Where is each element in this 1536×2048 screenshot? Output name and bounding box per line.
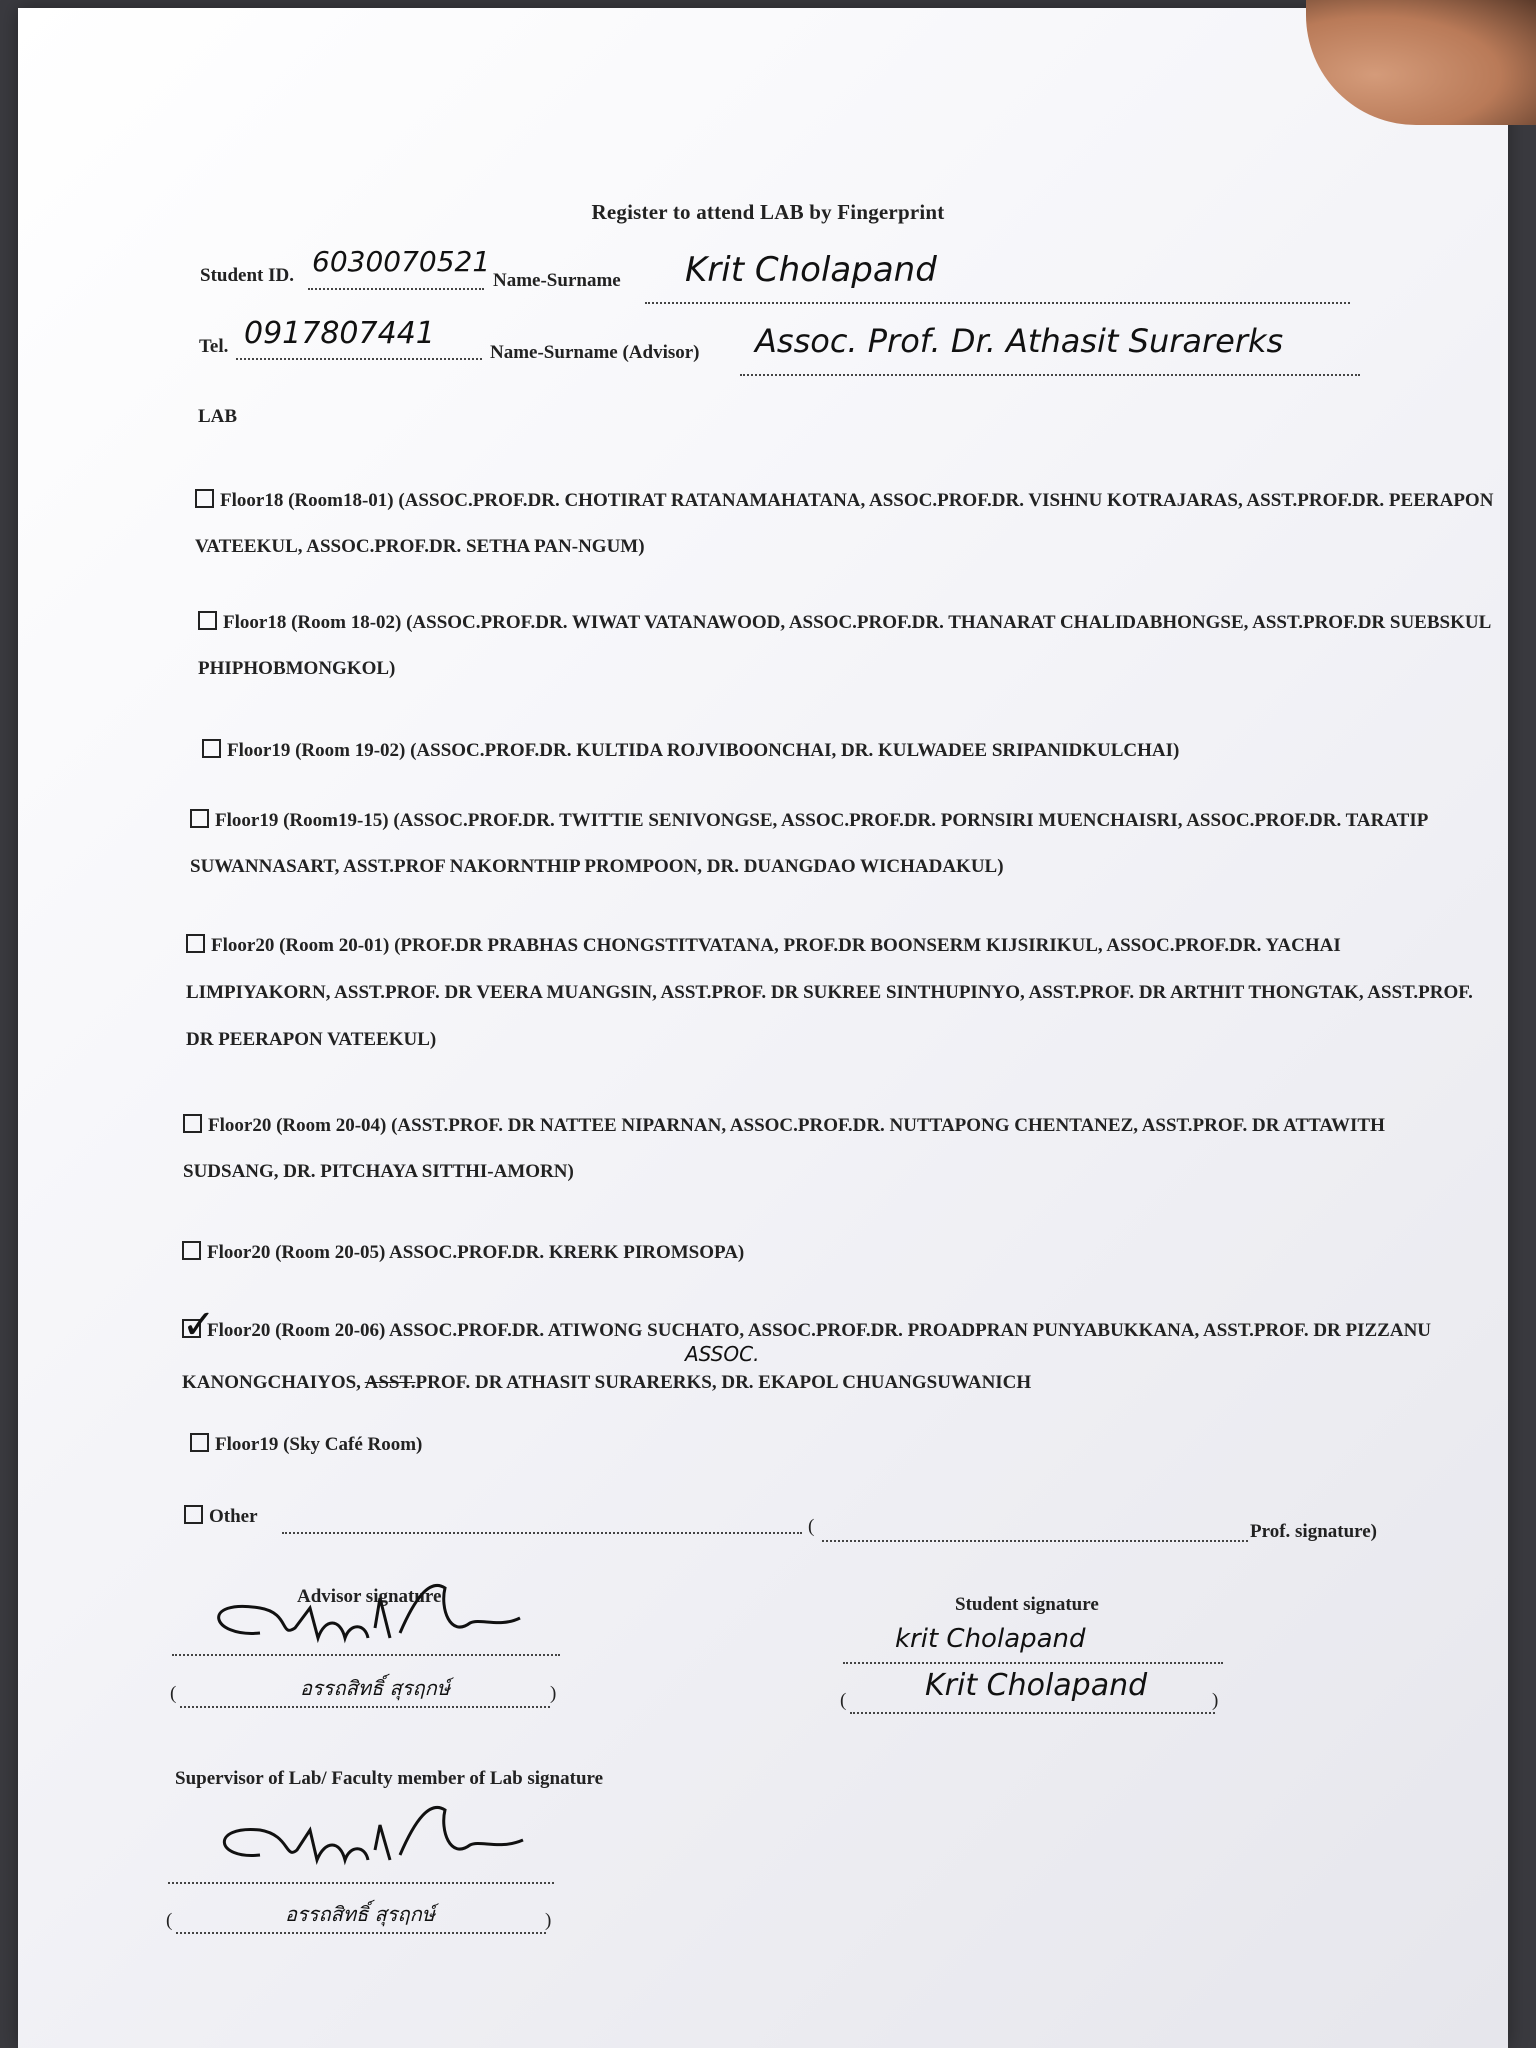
option-room-20-04-text: Floor20 (Room 20-04) (ASST.PROF. DR NATTEE NIPARNAN, ASSOC.PROF.DR. NUTTAPONG CHENTANEZ, ASST.PROF. DR ATTAWITH SUDSANG, DR. PITCHAYA SITTHI-AMORN) bbox=[183, 1115, 1385, 1182]
option-room-20-06-text-a: Floor20 (Room 20-06) ASSOC.PROF.DR. ATIWONG SUCHATO, ASSOC.PROF.DR. PROADPRAN PUNYABUKKANA, ASST.PROF. DR PIZZANU KANONGCHAIYOS, bbox=[182, 1320, 1432, 1393]
option-room-20-06 bbox=[182, 1302, 1502, 1409]
option-room-20-06-struck: ASST. bbox=[364, 1372, 416, 1393]
checkbox-room-20-04[interactable] bbox=[183, 1114, 202, 1133]
option-room-20-01-text: Floor20 (Room 20-01) (PROF.DR PRABHAS CHONGSTITVATANA, PROF.DR BOONSERM KIJSIRIKUL, ASSOC.PROF.DR. YACHAI LIMPIYAKORN, ASST.PROF. DR VEERA MUANGSIN, ASST.PROF. DR SUKREE SINTHUPINYO, ASST.PROF. DR ARTHIT THONGTAK, ASST.PROF. DR PEERAPON VATEEKUL) bbox=[186, 935, 1473, 1050]
advisor-signature-line bbox=[172, 1654, 560, 1656]
checkbox-other[interactable] bbox=[184, 1505, 203, 1524]
advisor-line bbox=[740, 374, 1360, 376]
student-printed-name: Krit Cholapand bbox=[925, 1668, 1148, 1703]
checkbox-room-19-15[interactable] bbox=[190, 809, 209, 828]
checkbox-room-20-01[interactable] bbox=[186, 934, 205, 953]
other-line bbox=[282, 1532, 802, 1534]
form-title: Register to attend LAB by Fingerprint bbox=[591, 200, 945, 224]
option-room-20-01 bbox=[186, 922, 1486, 1063]
tel-label: Tel. bbox=[199, 336, 229, 357]
option-room-20-05-text: Floor20 (Room 20-05) ASSOC.PROF.DR. KRERK PIROMSOPA) bbox=[207, 1242, 745, 1263]
option-room-20-05 bbox=[182, 1230, 1482, 1276]
option-room-18-02-text: Floor18 (Room 18-02) (ASSOC.PROF.DR. WIWAT VATANAWOOD, ASSOC.PROF.DR. THANARAT CHALIDABHONGSE, ASST.PROF.DR SUEBSKUL PHIPHOBMONGKOL) bbox=[198, 612, 1491, 679]
supervisor-name-line bbox=[176, 1932, 546, 1934]
name-label: Name-Surname bbox=[493, 270, 621, 291]
option-room-19-02-text: Floor19 (Room 19-02) (ASSOC.PROF.DR. KULTIDA ROJVIBOONCHAI, DR. KULWADEE SRIPANIDKULCHAI) bbox=[227, 740, 1180, 761]
other-paren: ( bbox=[808, 1516, 815, 1537]
option-room-18-01-text: Floor18 (Room18-01) (ASSOC.PROF.DR. CHOTIRAT RATANAMAHATANA, ASSOC.PROF.DR. VISHNU KOTRAJARAS, ASST.PROF.DR. PEERAPON VATEEKUL, ASSOC.PROF.DR. SETHA PAN-NGUM) bbox=[195, 490, 1494, 557]
supervisor-signature-label: Supervisor of Lab/ Faculty member of Lab signature bbox=[175, 1768, 604, 1789]
checkbox-sky-cafe[interactable] bbox=[190, 1433, 209, 1452]
advisor-name-line bbox=[180, 1706, 550, 1708]
advisor-paren-open: ( bbox=[170, 1683, 177, 1704]
advisor-label: Name-Surname (Advisor) bbox=[490, 342, 700, 363]
advisor-signature-label: Advisor signature bbox=[297, 1586, 442, 1607]
supervisor-signature-line bbox=[168, 1882, 554, 1884]
supervisor-paren-open: ( bbox=[166, 1910, 173, 1931]
supervisor-signature bbox=[205, 1800, 565, 1880]
prof-signature-label: Prof. signature) bbox=[1250, 1521, 1378, 1542]
option-other-label: Other bbox=[209, 1506, 258, 1527]
student-id-line bbox=[308, 288, 484, 290]
checkmark-icon: ✓ bbox=[182, 1302, 216, 1348]
name-line bbox=[645, 302, 1350, 304]
option-sky-cafe-text: Floor19 (Sky Café Room) bbox=[215, 1434, 423, 1455]
checkbox-room-19-02[interactable] bbox=[202, 739, 221, 758]
option-room-20-04 bbox=[183, 1103, 1483, 1195]
option-room-20-06-text-b: PROF. DR ATHASIT SURARERKS, DR. EKAPOL CHUANGSUWANICH bbox=[415, 1372, 1032, 1393]
student-signature-label: Student signature bbox=[955, 1594, 1099, 1615]
option-room-19-15-text: Floor19 (Room19-15) (ASSOC.PROF.DR. TWITTIE SENIVONGSE, ASSOC.PROF.DR. PORNSIRI MUENCHAISRI, ASSOC.PROF.DR. TARATIP SUWANNASART, ASST.PROF NAKORNTHIP PROMPOON, DR. DUANGDAO WICHADAKUL) bbox=[190, 810, 1428, 877]
checkbox-room-18-01[interactable] bbox=[195, 489, 214, 508]
student-signature: krit Cholapand bbox=[895, 1624, 1086, 1654]
student-name-line bbox=[850, 1712, 1215, 1714]
option-room-19-02 bbox=[202, 728, 1502, 774]
name-value: Krit Cholapand bbox=[685, 250, 937, 290]
checkbox-room-20-06[interactable] bbox=[182, 1302, 216, 1348]
supervisor-printed-name: อรรถสิทธิ์ สุรฤกษ์ bbox=[285, 1902, 435, 1926]
advisor-value: Assoc. Prof. Dr. Athasit Surarerks bbox=[755, 322, 1284, 360]
option-sky-cafe bbox=[190, 1422, 1490, 1468]
student-id-label: Student ID. bbox=[200, 265, 294, 286]
student-paren-open: ( bbox=[840, 1690, 847, 1711]
advisor-signature bbox=[200, 1578, 560, 1658]
student-signature-line bbox=[843, 1662, 1223, 1664]
assoc-correction-note: ASSOC. bbox=[685, 1342, 760, 1366]
student-paren-close: ) bbox=[1212, 1690, 1219, 1711]
student-id-value: 6030070521 bbox=[312, 245, 491, 278]
advisor-paren-close: ) bbox=[550, 1683, 557, 1704]
option-room-18-01 bbox=[195, 478, 1495, 570]
option-room-19-15 bbox=[190, 798, 1490, 890]
advisor-printed-name: อรรถสิทธิ์ สุรฤกษ์ bbox=[300, 1676, 450, 1700]
checkbox-room-20-05[interactable] bbox=[182, 1241, 201, 1260]
option-room-18-02 bbox=[198, 600, 1498, 692]
checkbox-room-18-02[interactable] bbox=[198, 611, 217, 630]
supervisor-paren-close: ) bbox=[545, 1910, 552, 1931]
lab-label: LAB bbox=[198, 406, 238, 427]
tel-value: 0917807441 bbox=[244, 316, 435, 351]
tel-line bbox=[236, 358, 482, 360]
prof-signature-line bbox=[822, 1540, 1248, 1542]
